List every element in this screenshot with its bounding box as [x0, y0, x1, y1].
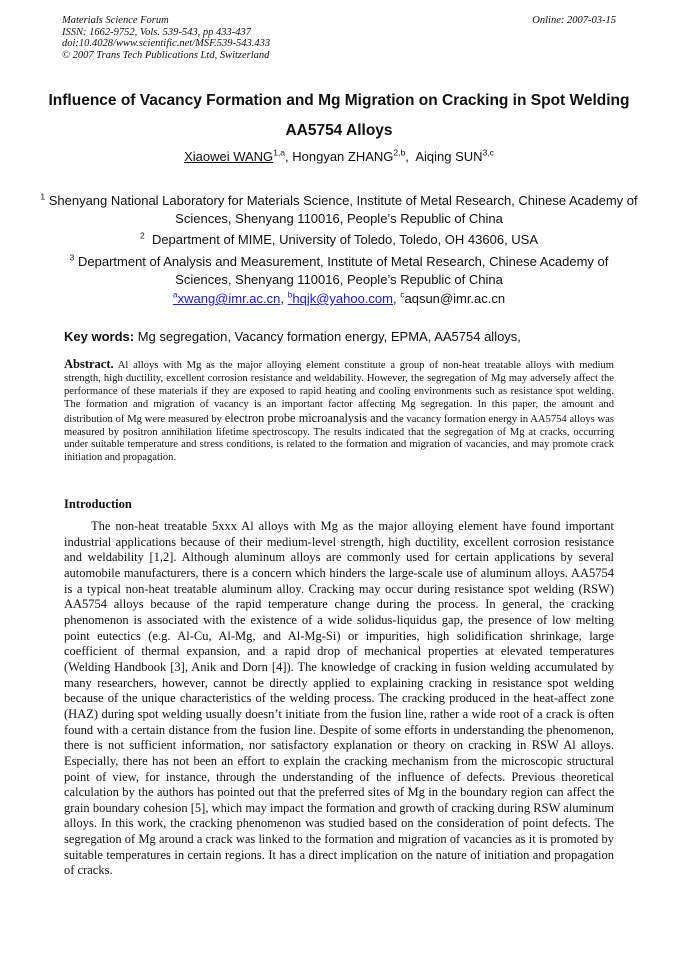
issn-line: ISSN: 1662-9752, Vols. 539-543, pp 433-437	[62, 26, 251, 38]
author-2-sup: 2,b	[393, 147, 406, 158]
affiliation-1-number: 1	[40, 191, 46, 202]
email-link-2[interactable]	[288, 291, 393, 306]
author-1-name: Xiaowei WANG	[184, 149, 274, 164]
author-1-sup: 1,a	[273, 147, 286, 158]
email-2-text: hqjk@yahoo.com	[292, 291, 393, 306]
journal-name: Materials Science Forum	[62, 15, 169, 26]
email-list: $^a$xwang@imr.ac.cn, $^b$hqjk@yahoo.com, $^c$aqsun@imr.ac.cn	[172, 289, 506, 306]
paper-title: Influence of Vacancy Formation and Mg Migration on Cracking in Spot Welding AA5754 Alloys	[48, 92, 630, 139]
affiliation-3-text: Department of Analysis and Measurement, Institute of Metal Research, Chinese Academy of Sciences, Shenyang 110016, People’s Republic of China	[77, 254, 609, 287]
doi-line: doi:10.4028/www.scientific.net/MSF.539-543.433	[62, 38, 271, 50]
email-2-sup: b	[287, 289, 293, 300]
author-list: Xiaowei WANG$^{1,a}$, Hongyan ZHANG$^{2,b}$, Aiqing SUN$^{3,c}$	[184, 147, 494, 164]
copyright-line: © 2007 Trans Tech Publications Ltd, Switzerland	[62, 49, 270, 61]
affiliation-1	[40, 192, 638, 227]
email-link-1[interactable]	[173, 291, 281, 306]
abstract-text-2: electron probe microanalysis and	[224, 410, 388, 425]
author-3-sup: 3,c	[482, 147, 494, 158]
author-2-name: Hongyan ZHANG	[292, 149, 394, 164]
keywords-text: Mg segregation, Vacancy formation energy, EPMA, AA5754 alloys,	[137, 329, 521, 344]
email-1-text: xwang@imr.ac.cn	[177, 291, 281, 306]
abstract-text-1: Al alloys with Mg as the major alloying element constitute a group of non-heat treatable alloys with medium strength, high ductility, excellent corrosion resistance and weldability. However, the segregation of Mg may adversely affect the performance of these materials if they are exposed to rapid heating and cooling environments such as resistance spot welding. The formation and migration of vacancy is an important factor affecting Mg segregation. In this paper, the amount and distribution of Mg were measured by	[64, 360, 614, 425]
affiliation-1-text: Shenyang National Laboratory for Materials Science, Institute of Metal Research, Chinese Academy of Sciences, Shenyang 110016, People’s Republic of China	[48, 193, 638, 226]
email-3-text: aqsun@imr.ac.cn	[404, 291, 506, 306]
introduction-heading: Introduction	[64, 497, 132, 511]
author-3-name: Aiqing SUN	[415, 149, 483, 164]
running-header	[62, 15, 616, 61]
keywords-label: Key words:	[64, 329, 135, 344]
keywords-line	[64, 328, 616, 345]
online-date: Online: 2007-03-15	[532, 15, 616, 26]
abstract-label: Abstract.	[64, 357, 114, 371]
email-3-sup: c	[400, 289, 405, 300]
affiliation-3	[40, 253, 638, 288]
abstract-text-3: the vacancy formation energy in AA5754 alloys was measured by positron annihilation lifetime spectroscopy. The results indicated that the segregation of Mg at cracks, occurring under suitable temperature and stress conditions, is related to the formation and migration of vacancies, and may promote crack initiation and propagation.	[64, 413, 615, 464]
email-1-sup: a	[172, 289, 178, 300]
affiliation-2-text: Department of MIME, University of Toledo, Toledo, OH 43606, USA	[151, 232, 539, 247]
affiliation-2	[40, 231, 638, 249]
abstract-paragraph	[64, 358, 614, 465]
affiliation-2-number: 2	[139, 230, 145, 241]
affiliation-3-number: 3	[69, 252, 75, 263]
introduction-paragraph: The non-heat treatable 5xxx Al alloys with Mg as the major alloying element have found important industrial applications because of their medium-level strength, high ductility, excellent corrosion resistance and weldability [1,2]. Although aluminum alloys are commonly used for certain applications by several automobile manufacturers, there is a concern which hinders the large-scale use of aluminum alloys. AA5754 is a typical non-heat treatable aluminum alloy. Cracking may occur during resistance spot welding (RSW) AA5754 alloys because of the rapid temperature change during the process. In general, the cracking phenomenon is associated with the existence of a wide solidus-liquidus gap, the presence of low melting point eutectics (e.g. Al-Cu, Al-Mg, and Al-Mg-Si) or impurities, high solidification shrinkage, large coefficient of thermal expansion, and a rapid drop of mechanical properties at elevated temperatures (Welding Handbook [3], Anik and Dorn [4]). The knowledge of cracking in fusion welding accumulated by many researchers, however, cannot be directly applied to explaining cracking in resistance spot welding because of the unique characteristics of the welding process. The cracking produced in the heat-affect zone (HAZ) during spot welding usually doesn’t initiate from the fusion line, rather a wide root of a crack is often found with a certain distance from the fusion line. Despite of some efforts in understanding the phenomenon, there is not sufficient information, nor satisfactory explanation or theory on cracking in RSW Al alloys. Especially, there has not been an effort to explain the cracking mechanism from the microscopic structural point of view, for instance, through the understanding of the influence of defects. Previous theoretical calculation by the authors has pointed out that the preferred sites of Mg in the boundary region can affect the grain boundary cohesion [5], which may impact the formation and growth of cracking during RSW aluminum alloys. In this work, the cracking phenomenon was studied based on the consideration of point defects. The segregation of Mg around a crack was linked to the formation and migration of vacancies as it is promoted by suitable temperatures in certain regions. It has a direct implication on the nature of initiation and propagation of cracks.	[64, 519, 614, 878]
